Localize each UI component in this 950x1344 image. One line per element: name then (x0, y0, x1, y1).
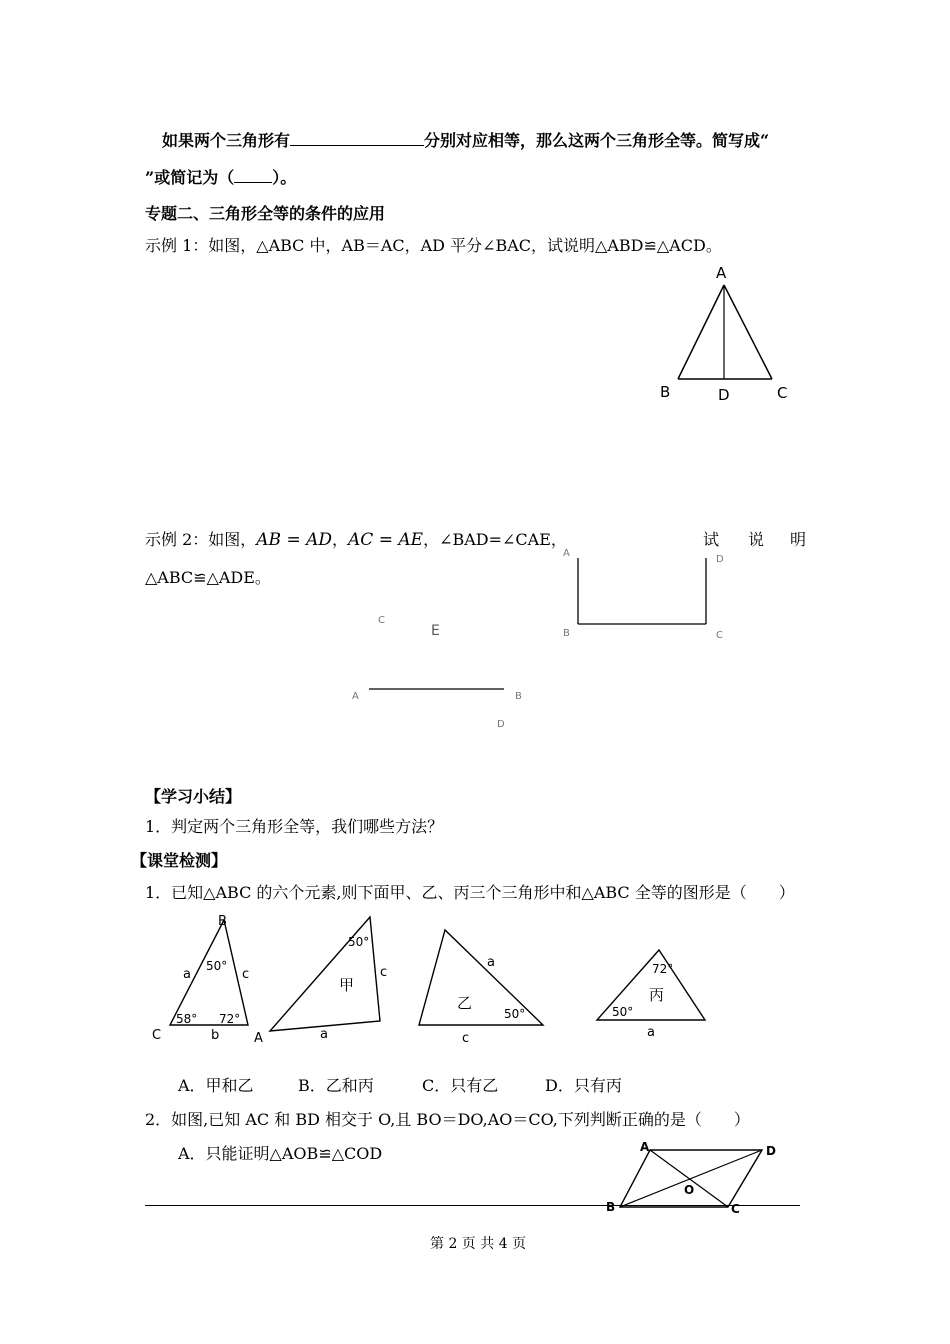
answer-blank-2[interactable] (234, 168, 272, 183)
label-c: C (731, 1202, 740, 1216)
label-b: B (660, 383, 671, 401)
definition-line1 (162, 128, 769, 151)
label-c: C (716, 630, 723, 641)
label-b: B (606, 1200, 616, 1214)
label-c2: C (378, 615, 385, 626)
question1-option-b[interactable]: B．乙和丙 (298, 1076, 374, 1095)
angle-yi: 50° (504, 1007, 526, 1021)
side-ac (724, 285, 772, 379)
math-ab-ad: AB = AD (256, 530, 333, 550)
topic2-heading: 专题二、三角形全等的条件的应用 (145, 204, 386, 223)
question2-figure (600, 1135, 785, 1220)
label-c: C (152, 1028, 162, 1043)
question1-option-c[interactable]: C．只有乙 (422, 1076, 499, 1095)
label-b2: B (515, 691, 522, 702)
math-ac-ae: AC = AE (348, 530, 424, 550)
label-a: A (716, 264, 727, 282)
label-b: B (218, 914, 227, 929)
question1-option-a[interactable]: A．甲和乙 (178, 1076, 254, 1095)
test-heading: 【课堂检测】 (131, 851, 228, 870)
footer-rule (145, 1205, 800, 1206)
label-o: O (684, 1183, 695, 1197)
label-a2: A (352, 691, 359, 702)
definition-part3: ”或简记为（ (145, 168, 235, 187)
question2-option-a[interactable]: A．只能证明△AOB≌△COD (178, 1144, 383, 1163)
label-c: C (777, 384, 788, 402)
example2-suffix: ，∠BAD=∠CAE， (423, 530, 567, 549)
label-d: D (718, 386, 730, 404)
test-question-2: 2．如图,已知 AC 和 BD 相交于 O,且 BO＝DO,AO＝CO,下列判断正确的是（ ） (145, 1110, 750, 1129)
triangle-jia (270, 917, 387, 1042)
answer-blank-1[interactable] (290, 131, 424, 146)
page-number: 第 2 页 共 4 页 (430, 1236, 527, 1252)
side-a-label: a (183, 967, 191, 982)
example2-try-3: 明 (790, 530, 807, 549)
test-question-1: 1．已知△ABC 的六个元素,则下面甲、乙、丙三个三角形中和△ABC 全等的图形是（ ） (145, 883, 795, 902)
angle-c: 58° (176, 1012, 198, 1026)
label-e: E (431, 623, 440, 639)
angle-a: 72° (219, 1012, 241, 1026)
example2-try-1: 试 (703, 530, 720, 549)
triangle-bing (597, 950, 705, 1040)
question1-option-d[interactable]: D．只有丙 (545, 1076, 622, 1095)
definition-line2 (145, 165, 296, 188)
side-a-bing: a (647, 1025, 655, 1040)
example1-text: 示例 1：如图，△ABC 中，AB＝AC，AD 平分∠BAC，试说明△ABD≌△ACD。 (145, 236, 722, 255)
label-bing: 丙 (649, 986, 665, 1004)
angle-jia: 50° (348, 935, 370, 949)
label-d: D (766, 1144, 776, 1158)
example2-figure-right (560, 540, 740, 665)
example2-line2: △ABC≌△ADE。 (145, 568, 271, 587)
side-a-jia: a (320, 1027, 328, 1042)
side-b-label: b (211, 1028, 220, 1043)
label-d: D (716, 554, 724, 565)
angle-b: 50° (206, 959, 228, 973)
side-a-yi: a (487, 955, 495, 970)
example2-figure-left (345, 605, 535, 740)
label-d2: D (497, 719, 505, 730)
diagonal-ac (650, 1150, 728, 1207)
example2-sep: ， (332, 530, 349, 549)
example2-prefix: 示例 2：如图， (145, 530, 257, 549)
example2-line1 (145, 527, 567, 550)
angle-bing-1: 72° (652, 962, 674, 976)
definition-part4: ）。 (272, 168, 297, 187)
label-jia: 甲 (339, 976, 355, 994)
summary-heading: 【学习小结】 (145, 787, 242, 806)
side-c-jia: c (380, 965, 388, 980)
angle-bing-2: 50° (612, 1005, 634, 1019)
label-a: A (254, 1031, 263, 1046)
question1-figures (140, 908, 740, 1058)
summary-question-1: 1．判定两个三角形全等，我们哪些方法？ (145, 817, 444, 836)
definition-part2: 分别对应相等，那么这两个三角形全等。简写成“ (424, 131, 770, 150)
label-a: A (563, 548, 570, 559)
side-ab (678, 285, 724, 379)
side-c-yi: c (462, 1031, 470, 1046)
label-b: B (563, 628, 570, 639)
diagonal-bd (620, 1150, 762, 1207)
example2-try-2: 说 (748, 530, 765, 549)
triangle-yi (419, 930, 543, 1046)
label-yi: 乙 (457, 994, 473, 1012)
definition-part1: 如果两个三角形有 (162, 131, 291, 150)
triangle-abc (152, 914, 263, 1046)
side-c-label: c (242, 967, 250, 982)
label-a: A (640, 1140, 650, 1154)
example1-figure (650, 260, 800, 410)
